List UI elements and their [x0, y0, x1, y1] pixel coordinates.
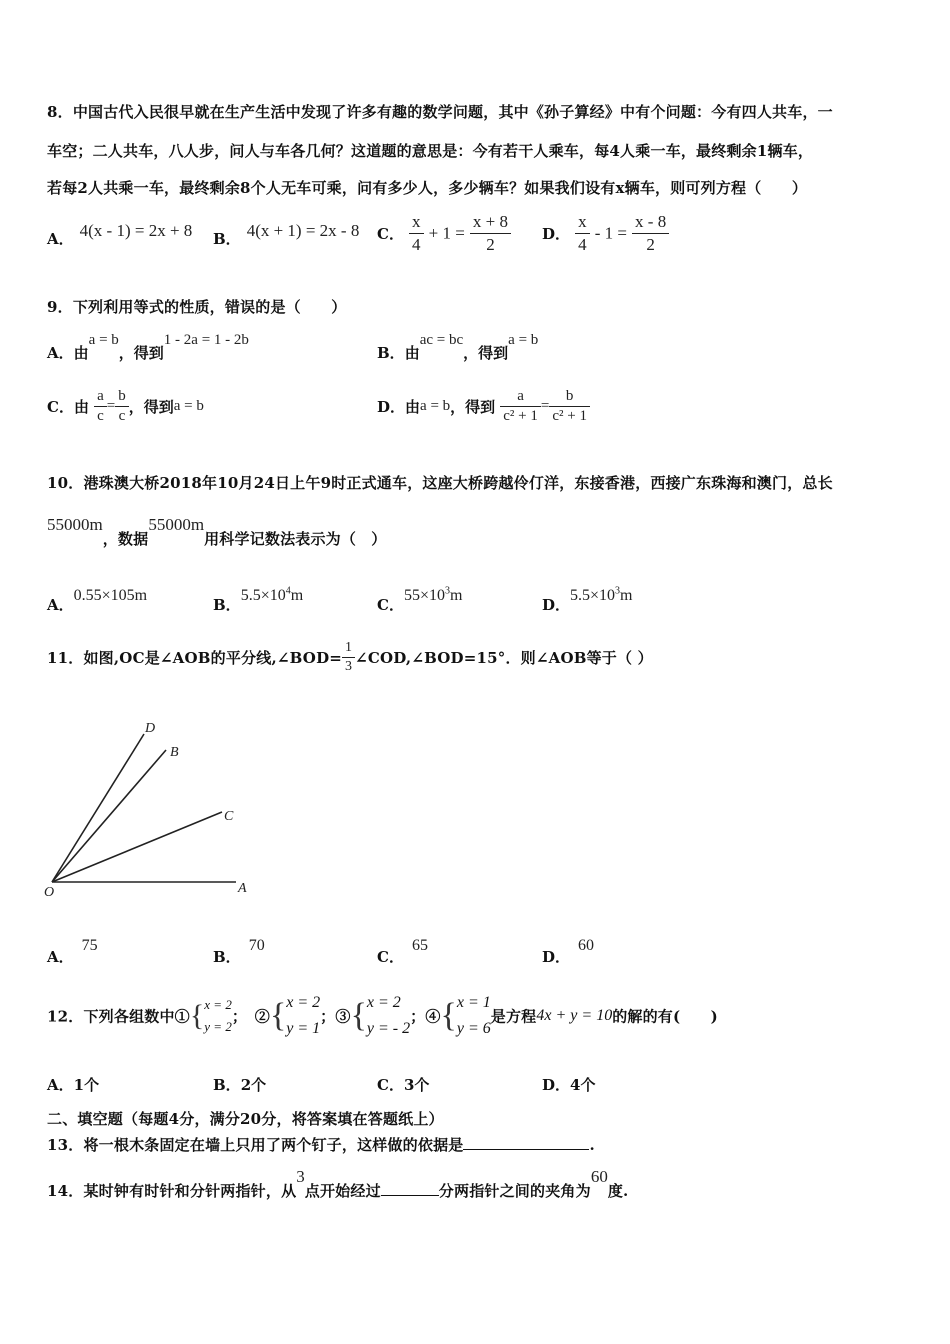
option-text: ，得到 [118, 344, 164, 362]
label-o: O [44, 885, 55, 900]
option-letter: A． [47, 1076, 74, 1094]
ray-od [52, 734, 144, 882]
option-letter: A． [47, 344, 74, 362]
option-expr: 1 - 2a = 1 - 2b [163, 332, 249, 348]
fraction: $\frac{x - 8}{2}$ [632, 212, 669, 255]
fraction: $\frac{x}{4}$ [409, 212, 424, 255]
option-letter: D． [542, 596, 571, 614]
equals: = [106, 398, 116, 414]
label-c: C [224, 809, 234, 824]
answer-blank[interactable] [381, 1181, 439, 1196]
q13 [47, 1134, 595, 1155]
option-expr: a = b [173, 398, 204, 414]
q9-option-b[interactable] [377, 328, 539, 362]
q9-option-a[interactable] [47, 328, 249, 362]
text: 的解的有( ) [612, 1007, 718, 1026]
q10-option-c[interactable] [377, 584, 463, 614]
option-letter: C． [377, 596, 404, 614]
text: 用科学记数法表示为（ ） [204, 530, 387, 548]
fraction: $\frac{1}{3}$ [342, 640, 355, 675]
option-expr-mid: - 1 = [594, 223, 627, 243]
brace: { [269, 997, 287, 1034]
option-expr: 0.55×105m [73, 587, 148, 604]
q10-line2 [47, 515, 387, 548]
text: 是方程 [490, 1007, 537, 1026]
q10-line1: 10．港珠澳大桥2018年10月24日上午9时正式通车，这座大桥跨越伶仃洋，东接香港，西接广东珠海和澳门，总长 [47, 474, 833, 492]
option-letter: D． [542, 1076, 571, 1094]
q10-option-a[interactable] [47, 584, 148, 614]
option-letter: B． [213, 230, 241, 248]
fraction: $\frac{b}{\text{c² + 1}}$ [549, 388, 590, 425]
q9-option-c[interactable] [47, 388, 204, 425]
option-value: 3个 [403, 1076, 430, 1094]
option-letter: C． [377, 948, 404, 966]
q12-option-a[interactable] [47, 1074, 99, 1095]
option-letter: B． [377, 344, 405, 362]
q9-option-d[interactable] [377, 388, 590, 425]
unit: m [290, 587, 304, 604]
fraction: $\frac{a}{c}$ [94, 388, 107, 425]
option-letter: A． [47, 230, 74, 248]
q12-option-c[interactable] [377, 1074, 429, 1095]
ray-oc [52, 812, 222, 882]
q11-option-a[interactable] [47, 934, 98, 966]
option-value: 1个 [73, 1076, 100, 1094]
option-expr: 5.5×10 [240, 587, 286, 604]
q8-option-a[interactable] [47, 221, 193, 249]
system-4: x = 1 y = 6 [456, 994, 491, 1037]
option-value: 75 [81, 937, 98, 954]
value: 55000m [148, 515, 205, 534]
text: 13．将一根木条固定在墙上只用了两个钉子，这样做的依据是 [47, 1136, 464, 1154]
option-letter: B． [213, 1076, 241, 1094]
option-letter: B． [213, 948, 241, 966]
text: . [589, 1136, 595, 1154]
fraction: $\frac{x}{4}$ [575, 212, 590, 255]
ray-ob [52, 750, 166, 882]
q8-line3: 若每2人共乘一车，最终剩余8个人无车可乘，问有多少人，多少辆车？如果我们设有x辆车，则可列方程（ ） [47, 179, 808, 197]
option-text: 由 [73, 344, 89, 362]
q8-line1: 8．中国古代入民很早就在生产生活中发现了许多有趣的数学问题，其中《孙子算经》中有个问题：今有四人共车，一 [47, 103, 833, 121]
option-value: 2个 [240, 1076, 267, 1094]
option-expr-mid: + 1 = [428, 223, 465, 243]
option-expr: a = b [420, 398, 451, 414]
option-letter: D． [377, 398, 406, 416]
angle-figure [40, 712, 260, 902]
text: ； ② [231, 1007, 270, 1026]
option-letter: D． [542, 948, 571, 966]
text: 分两指针之间的夹角为 [438, 1182, 591, 1200]
value: 3 [296, 1167, 305, 1186]
exponent: 3 [444, 585, 450, 597]
exponent: 3 [615, 585, 621, 597]
option-letter: A． [47, 596, 74, 614]
option-letter: C． [377, 225, 404, 243]
option-letter: C． [377, 1076, 404, 1094]
label-b: B [170, 745, 179, 760]
q14 [47, 1166, 629, 1200]
option-value: 4个 [570, 1076, 596, 1094]
option-expr: 5.5×10 [570, 587, 616, 604]
q8-option-d[interactable] [542, 212, 669, 255]
text: ；④ [410, 1007, 441, 1026]
option-letter: B． [213, 596, 241, 614]
system-3: x = 2 y = - 2 [366, 994, 411, 1037]
equals: = [540, 398, 550, 414]
option-expr: a = b [88, 332, 119, 348]
text: ∠COD,∠BOD=15°．则∠AOB等于（ ） [355, 649, 653, 667]
label-d: D [145, 721, 156, 736]
section-heading: 二、填空题（每题4分，满分20分，将答案填在答题纸上） [47, 1110, 444, 1128]
q12-option-b[interactable] [213, 1074, 266, 1095]
label-a: A [238, 881, 247, 896]
option-letter: D． [542, 225, 571, 243]
option-text: ，得到 [128, 398, 174, 416]
option-value: 65 [411, 937, 428, 954]
q11-option-b[interactable] [213, 934, 265, 966]
q12-stem [47, 990, 718, 1042]
value: 55000m [47, 515, 103, 534]
system-1: x = 2 y = 2 [204, 997, 232, 1034]
option-expr: a = b [508, 332, 539, 348]
option-letter: C． [47, 398, 74, 416]
text: 度. [607, 1182, 629, 1200]
fraction: $\frac{a}{\text{c² + 1}}$ [500, 388, 541, 425]
fraction: $\frac{x + 8}{2}$ [470, 212, 511, 255]
text: ，数据 [102, 530, 149, 548]
option-expr: 55×10 [403, 587, 445, 604]
q10-option-b[interactable] [213, 584, 304, 614]
option-text: 由 [405, 398, 421, 416]
option-value: 70 [248, 937, 265, 954]
text: ；③ [320, 1007, 351, 1026]
q11-option-c[interactable] [377, 934, 428, 966]
text: 14．某时钟有时针和分针两指针，从 [47, 1182, 297, 1200]
q11-stem [47, 640, 653, 675]
option-expr: 4(x + 1) = 2x - 8 [246, 221, 360, 240]
q9-stem: 9．下列利用等式的性质，错误的是（ ） [47, 298, 347, 316]
option-text: 由 [404, 344, 420, 362]
q11-option-d[interactable] [542, 934, 595, 966]
option-letter: A． [47, 948, 74, 966]
unit: m [620, 587, 633, 604]
answer-blank[interactable] [463, 1135, 589, 1150]
unit: m [449, 587, 463, 604]
fraction: $\frac{b}{c}$ [115, 388, 129, 425]
q8-option-b[interactable] [213, 221, 360, 249]
option-expr: 4(x - 1) = 2x + 8 [79, 221, 193, 240]
text: 12．下列各组数中① [47, 1007, 190, 1026]
option-text: 由 [73, 398, 89, 416]
option-text: ，得到 [463, 344, 509, 362]
option-text: ，得到 [450, 398, 496, 416]
equation: 4x + y = 10 [536, 1007, 613, 1024]
value: 60 [590, 1167, 608, 1186]
q12-option-d[interactable] [542, 1074, 595, 1095]
brace: { [440, 997, 457, 1034]
option-value: 60 [578, 937, 595, 954]
exponent: 4 [285, 585, 291, 597]
q8-option-c[interactable] [377, 212, 511, 255]
q10-option-d[interactable] [542, 584, 633, 614]
brace: { [189, 999, 205, 1032]
text: 11．如图,OC是∠AOB的平分线,∠BOD= [47, 649, 343, 667]
system-2: x = 2 y = 1 [286, 994, 321, 1037]
brace: { [350, 997, 367, 1034]
option-expr: ac = bc [419, 332, 464, 348]
text: 点开始经过 [304, 1182, 381, 1200]
q8-line2: 车空；二人共车，八人步，问人与车各几何？这道题的意思是：今有若干人乘车，每4人乘一车，最终剩余1辆车， [47, 142, 814, 160]
